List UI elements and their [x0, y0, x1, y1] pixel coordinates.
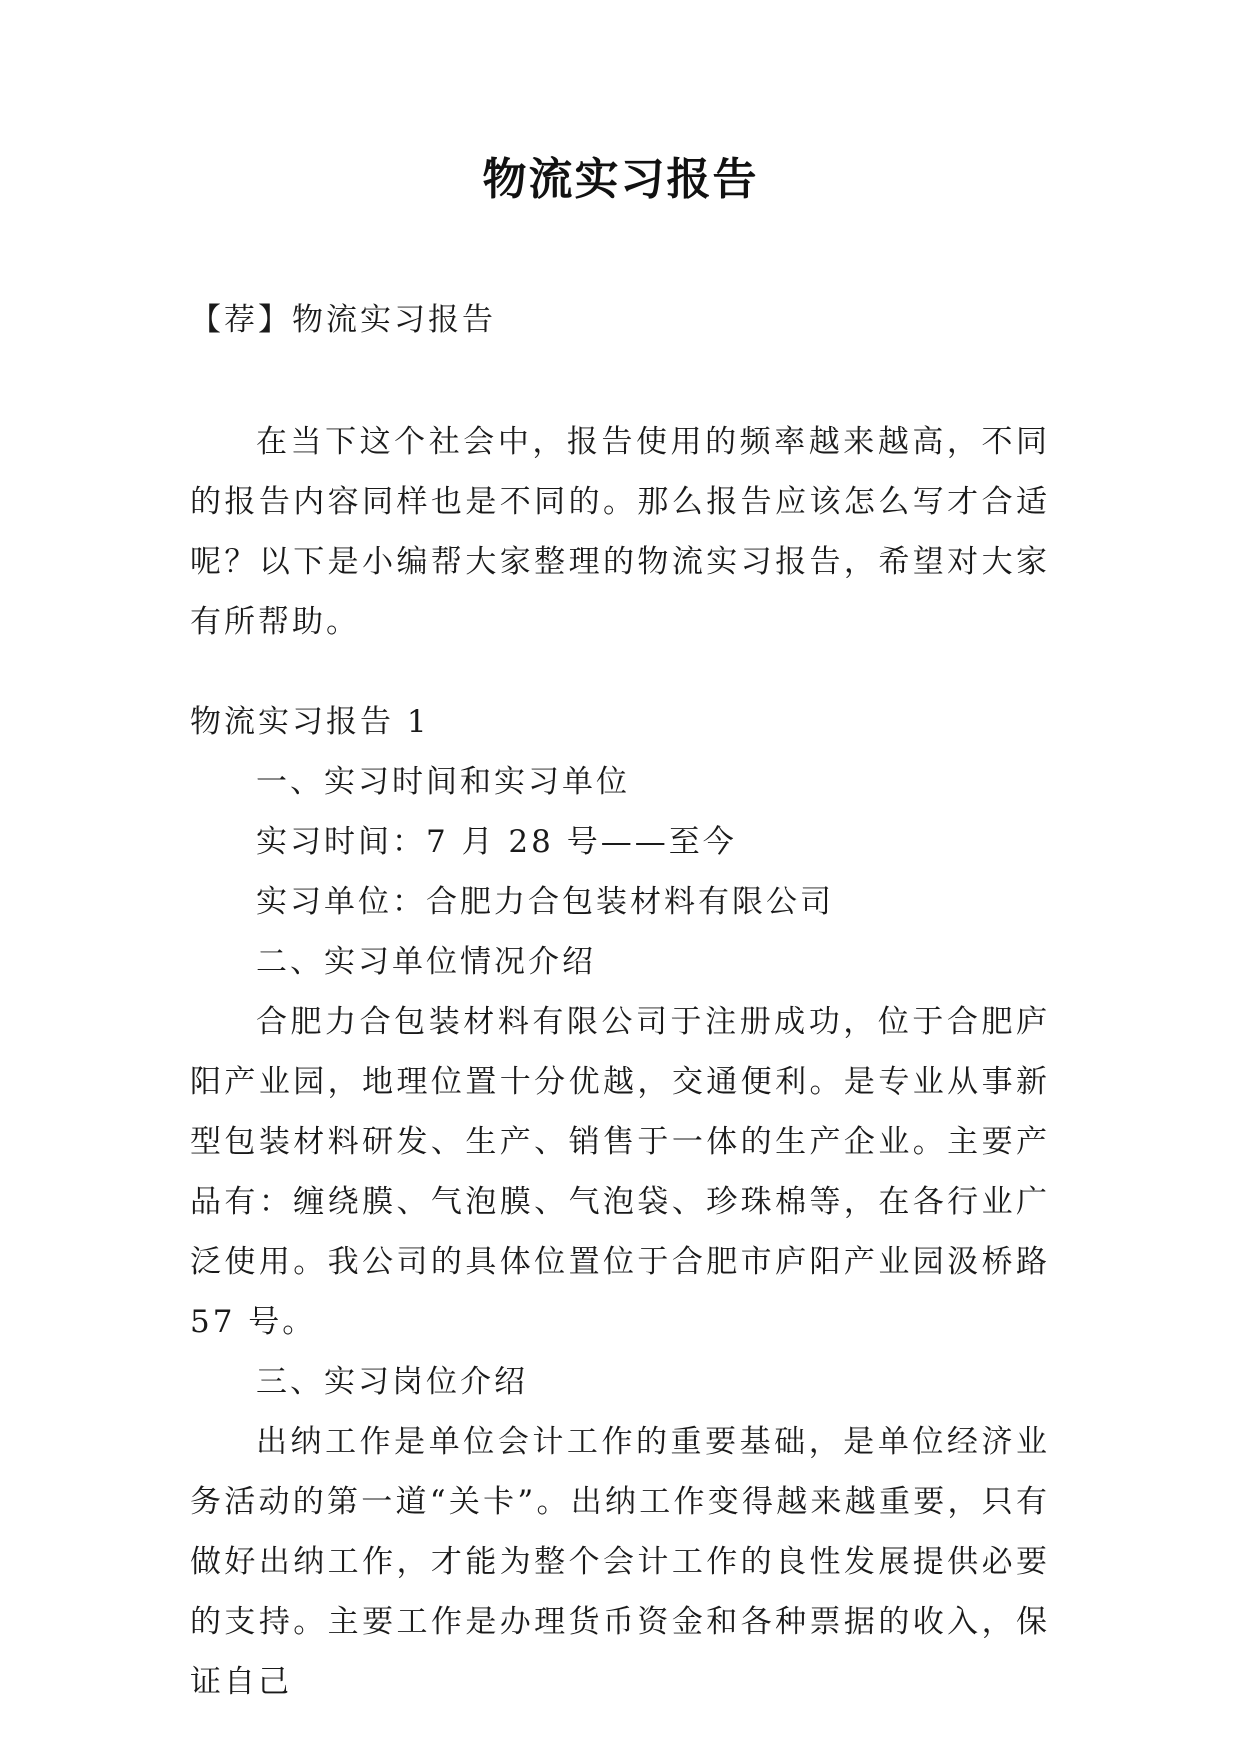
section2-paragraph: 合肥力合包装材料有限公司于注册成功，位于合肥庐阳产业园，地理位置十分优越，交通便利。是专业从事新型包装材料研发、生产、销售于一体的生产企业。主要产品有：缠绕膜、气泡膜、气泡袋、珍珠棉等，在各行业广泛使用。我公司的具体位置位于合肥市庐阳产业园汲桥路 57 号。	[190, 1004, 1050, 1340]
document-title: 物流实习报告	[482, 154, 759, 205]
internship-unit: 实习单位：合肥力合包装材料有限公司	[256, 884, 834, 920]
recommend-line: 【荐】物流实习报告	[190, 302, 496, 338]
intro-paragraph: 在当下这个社会中，报告使用的频率越来越高，不同的报告内容同样也是不同的。那么报告应该怎么写才合适呢？以下是小编帮大家整理的物流实习报告，希望对大家有所帮助。	[190, 424, 1050, 640]
report-content	[190, 692, 1050, 1712]
section3-heading: 三、实习岗位介绍	[256, 1364, 528, 1400]
section3-paragraph: 出纳工作是单位会计工作的重要基础，是单位经济业务活动的第一道“关卡”。出纳工作变得越来越重要，只有做好出纳工作，才能为整个会计工作的良性发展提供必要的支持。主要工作是办理货币资金和各种票据的收入，保证自己	[190, 1424, 1050, 1700]
section1-heading: 一、实习时间和实习单位	[256, 764, 630, 800]
section2-heading: 二、实习单位情况介绍	[256, 944, 596, 980]
internship-time: 实习时间：7 月 28 号——至今	[256, 824, 737, 860]
report-heading: 物流实习报告 1	[190, 704, 430, 740]
